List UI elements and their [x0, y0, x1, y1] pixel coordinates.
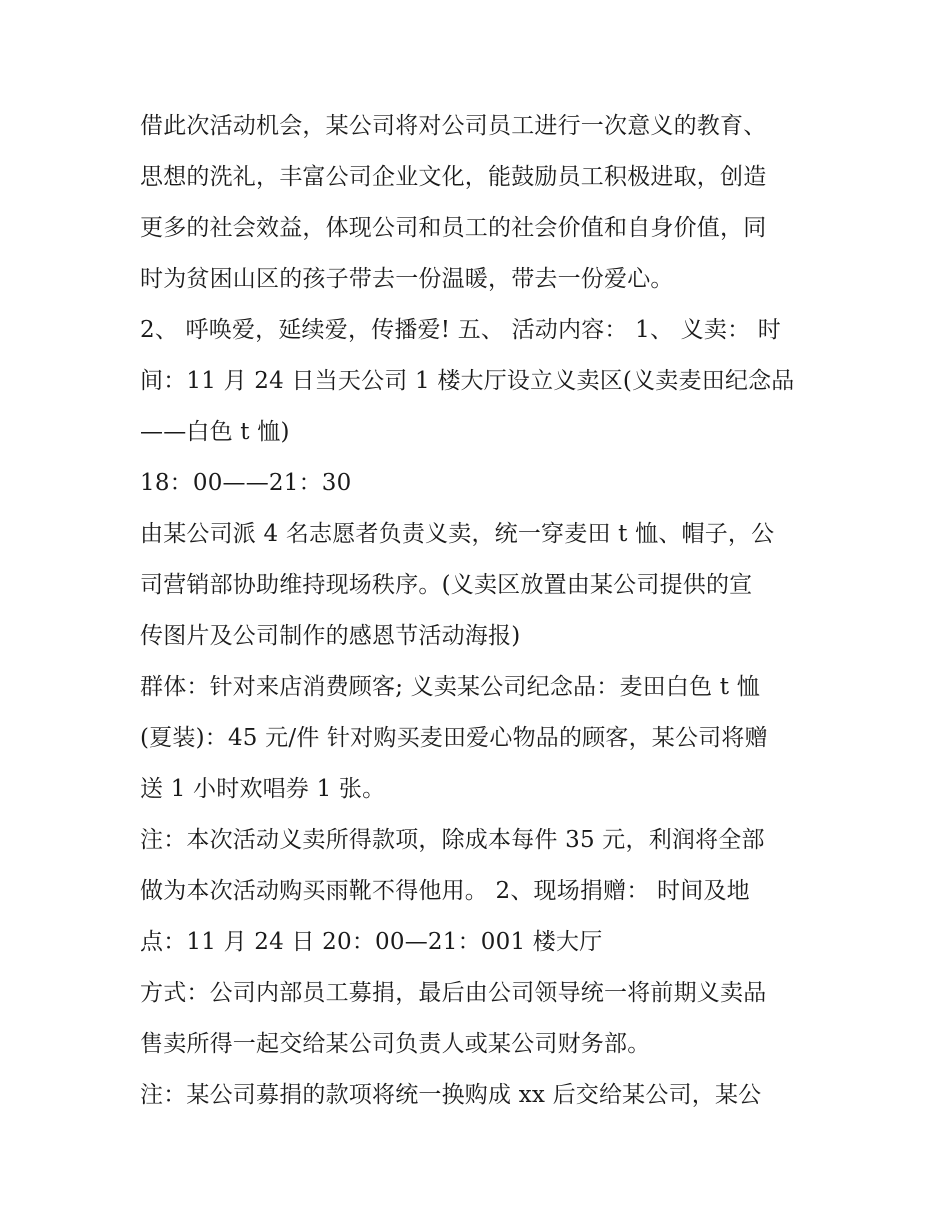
text-line: 更多的社会效益，体现公司和员工的社会价值和自身价值，同 — [140, 215, 767, 241]
text-line: 方式：公司内部员工募捐，最后由公司领导统一将前期义卖品 — [140, 980, 767, 1006]
text-line: (夏装)：45 元/件 针对购买麦田爱心物品的顾客，某公司将赠 — [140, 725, 768, 751]
document-body — [140, 101, 830, 1121]
text-line: 2、 呼唤爱，延续爱，传播爱! 五、 活动内容： 1、 义卖： 时 — [140, 317, 781, 343]
text-line: 点：11 月 24 日 20：00—21：001 楼大厅 — [140, 929, 603, 955]
text-line: 传图片及公司制作的感恩节活动海报) — [140, 623, 521, 649]
text-line: 时为贫困山区的孩子带去一份温暖，带去一份爱心。 — [140, 266, 674, 292]
text-line: 群体：针对来店消费顾客; 义卖某公司纪念品：麦田白色 t 恤 — [140, 674, 760, 700]
text-line: 借此次活动机会，某公司将对公司员工进行一次意义的教育、 — [140, 113, 767, 139]
text-line: 送 1 小时欢唱券 1 张。 — [140, 776, 386, 802]
text-line: 间：11 月 24 日当天公司 1 楼大厅设立义卖区(义卖麦田纪念品 — [140, 368, 795, 394]
text-line: 18：00——21：30 — [140, 470, 352, 496]
text-line: ——白色 t 恤) — [140, 419, 290, 445]
text-line: 售卖所得一起交给某公司负责人或某公司财务部。 — [140, 1031, 651, 1057]
text-line: 司营销部协助维持现场秩序。(义卖区放置由某公司提供的宣 — [140, 572, 753, 598]
text-line: 注：本次活动义卖所得款项，除成本每件 35 元，利润将全部 — [140, 827, 765, 853]
text-line: 由某公司派 4 名志愿者负责义卖，统一穿麦田 t 恤、帽子，公 — [140, 521, 775, 547]
text-line: 做为本次活动购买雨靴不得他用。 2、现场捐赠： 时间及地 — [140, 878, 750, 904]
text-line: 注：某公司募捐的款项将统一换购成 xx 后交给某公司，某公 — [140, 1082, 762, 1108]
text-line: 思想的洗礼，丰富公司企业文化，能鼓励员工积极进取，创造 — [140, 164, 767, 190]
